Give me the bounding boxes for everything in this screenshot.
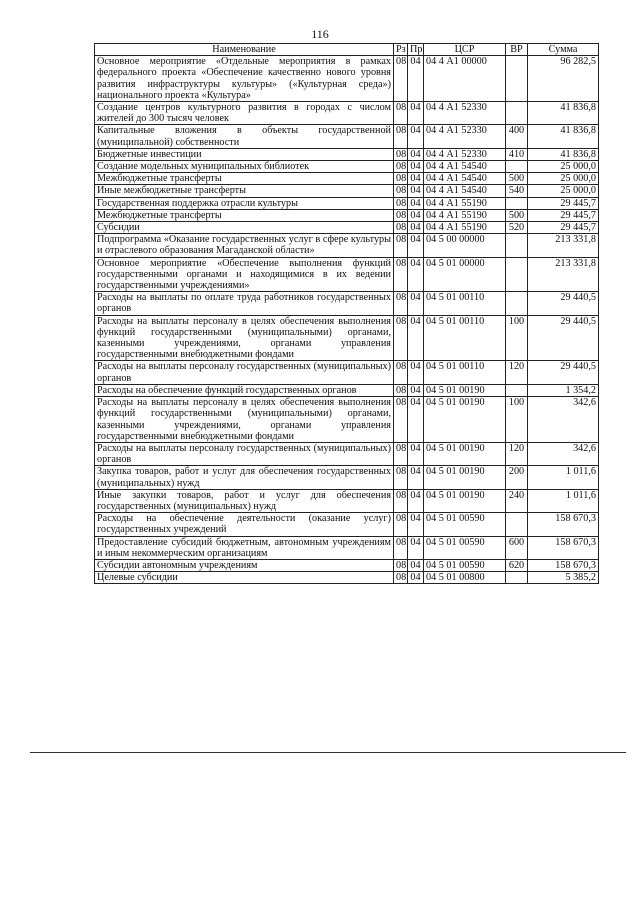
cell-pr: 04 xyxy=(408,361,424,384)
table-row xyxy=(95,384,599,396)
cell-name: Бюджетные инвестиции xyxy=(95,148,394,160)
cell-sum: 1 011,6 xyxy=(528,489,599,512)
cell-rz: 08 xyxy=(394,257,408,292)
cell-rz: 08 xyxy=(394,148,408,160)
cell-vr: 600 xyxy=(506,536,528,559)
cell-name: Основное мероприятие «Отдельные мероприятия в рамках федерального проекта «Обеспечение качественно нового уровня развития инфраструктуры культуры» («Культурная среда») национального проекта «Культура» xyxy=(95,56,394,102)
cell-sum: 41 836,8 xyxy=(528,102,599,125)
cell-pr: 04 xyxy=(408,384,424,396)
cell-rz: 08 xyxy=(394,222,408,234)
cell-sum: 25 000,0 xyxy=(528,185,599,197)
table-row xyxy=(95,361,599,384)
cell-name: Расходы на обеспечение деятельности (оказание услуг) государственных учреждений xyxy=(95,513,394,536)
cell-rz: 08 xyxy=(394,185,408,197)
cell-pr: 04 xyxy=(408,234,424,257)
table-body xyxy=(95,56,599,584)
cell-sum: 29 445,7 xyxy=(528,222,599,234)
header-csr: ЦСР xyxy=(424,44,506,56)
cell-pr: 04 xyxy=(408,559,424,571)
cell-vr xyxy=(506,572,528,584)
cell-name: Межбюджетные трансферты xyxy=(95,173,394,185)
cell-name: Основное мероприятие «Обеспечение выполнения функций государственными органами и находящимися в их ведении государственными учреждениями» xyxy=(95,257,394,292)
cell-name: Создание модельных муниципальных библиотек xyxy=(95,161,394,173)
cell-sum: 158 670,3 xyxy=(528,559,599,571)
cell-name: Создание центров культурного развития в городах с числом жителей до 300 тысяч человек xyxy=(95,102,394,125)
cell-sum: 96 282,5 xyxy=(528,56,599,102)
cell-pr: 04 xyxy=(408,489,424,512)
cell-rz: 08 xyxy=(394,315,408,361)
header-name: Наименование xyxy=(95,44,394,56)
table-row xyxy=(95,489,599,512)
cell-csr: 04 5 01 00590 xyxy=(424,559,506,571)
cell-rz: 08 xyxy=(394,513,408,536)
table-row xyxy=(95,442,599,465)
cell-csr: 04 5 01 00590 xyxy=(424,536,506,559)
cell-vr xyxy=(506,513,528,536)
cell-rz: 08 xyxy=(394,125,408,148)
cell-csr: 04 5 01 00190 xyxy=(424,489,506,512)
cell-vr: 500 xyxy=(506,173,528,185)
cell-vr xyxy=(506,197,528,209)
cell-sum: 1 011,6 xyxy=(528,466,599,489)
header-sum: Сумма xyxy=(528,44,599,56)
cell-sum: 1 354,2 xyxy=(528,384,599,396)
cell-sum: 25 000,0 xyxy=(528,161,599,173)
table-row xyxy=(95,559,599,571)
table-row xyxy=(95,125,599,148)
cell-name: Предоставление субсидий бюджетным, автономным учреждениям и иным некоммерческим организациям xyxy=(95,536,394,559)
table-row xyxy=(95,173,599,185)
cell-csr: 04 5 01 00190 xyxy=(424,397,506,443)
cell-rz: 08 xyxy=(394,234,408,257)
cell-vr: 400 xyxy=(506,125,528,148)
cell-vr xyxy=(506,292,528,315)
cell-sum: 29 440,5 xyxy=(528,292,599,315)
table-row xyxy=(95,315,599,361)
cell-pr: 04 xyxy=(408,257,424,292)
cell-sum: 213 331,8 xyxy=(528,257,599,292)
cell-name: Иные закупки товаров, работ и услуг для обеспечения государственных (муниципальных) нужд xyxy=(95,489,394,512)
cell-csr: 04 4 А1 55190 xyxy=(424,197,506,209)
cell-csr: 04 5 01 00110 xyxy=(424,315,506,361)
cell-sum: 29 445,7 xyxy=(528,197,599,209)
cell-csr: 04 4 А1 52330 xyxy=(424,125,506,148)
table-row xyxy=(95,397,599,443)
cell-pr: 04 xyxy=(408,161,424,173)
cell-name: Расходы на выплаты персоналу в целях обеспечения выполнения функций государственными (муниципальными) органами, казенными учреждениями, органами управления государственными внебюджетными фондами xyxy=(95,315,394,361)
cell-csr: 04 4 А1 00000 xyxy=(424,56,506,102)
cell-rz: 08 xyxy=(394,161,408,173)
cell-name: Расходы на обеспечение функций государственных органов xyxy=(95,384,394,396)
table-row xyxy=(95,572,599,584)
cell-rz: 08 xyxy=(394,173,408,185)
cell-rz: 08 xyxy=(394,384,408,396)
table-row xyxy=(95,56,599,102)
cell-name: Субсидии автономным учреждениям xyxy=(95,559,394,571)
cell-pr: 04 xyxy=(408,536,424,559)
cell-name: Расходы на выплаты персоналу в целях обеспечения выполнения функций государственными (муниципальными) органами, казенными учреждениями, органами управления государственными внебюджетными фондами xyxy=(95,397,394,443)
cell-rz: 08 xyxy=(394,442,408,465)
cell-vr: 500 xyxy=(506,209,528,221)
table-row xyxy=(95,466,599,489)
cell-rz: 08 xyxy=(394,536,408,559)
cell-vr xyxy=(506,161,528,173)
cell-pr: 04 xyxy=(408,185,424,197)
cell-sum: 29 440,5 xyxy=(528,361,599,384)
cell-sum: 213 331,8 xyxy=(528,234,599,257)
cell-csr: 04 4 А1 54540 xyxy=(424,185,506,197)
cell-rz: 08 xyxy=(394,397,408,443)
header-pr: Пр xyxy=(408,44,424,56)
cell-pr: 04 xyxy=(408,292,424,315)
cell-name: Межбюджетные трансферты xyxy=(95,209,394,221)
cell-sum: 342,6 xyxy=(528,442,599,465)
cell-pr: 04 xyxy=(408,125,424,148)
cell-sum: 5 385,2 xyxy=(528,572,599,584)
cell-name: Закупка товаров, работ и услуг для обеспечения государственных (муниципальных) нужд xyxy=(95,466,394,489)
cell-pr: 04 xyxy=(408,197,424,209)
cell-rz: 08 xyxy=(394,572,408,584)
header-rz: Рз xyxy=(394,44,408,56)
cell-name: Государственная поддержка отрасли культуры xyxy=(95,197,394,209)
cell-pr: 04 xyxy=(408,572,424,584)
table-row xyxy=(95,222,599,234)
cell-pr: 04 xyxy=(408,397,424,443)
table-row xyxy=(95,292,599,315)
cell-sum: 342,6 xyxy=(528,397,599,443)
table-row xyxy=(95,257,599,292)
cell-vr: 120 xyxy=(506,442,528,465)
table-row xyxy=(95,197,599,209)
cell-rz: 08 xyxy=(394,209,408,221)
cell-pr: 04 xyxy=(408,315,424,361)
cell-rz: 08 xyxy=(394,197,408,209)
cell-csr: 04 5 01 00110 xyxy=(424,292,506,315)
cell-name: Расходы на выплаты персоналу государственных (муниципальных) органов xyxy=(95,442,394,465)
cell-pr: 04 xyxy=(408,442,424,465)
cell-vr: 120 xyxy=(506,361,528,384)
cell-pr: 04 xyxy=(408,56,424,102)
cell-pr: 04 xyxy=(408,173,424,185)
cell-pr: 04 xyxy=(408,102,424,125)
cell-csr: 04 4 А1 54540 xyxy=(424,173,506,185)
table-row xyxy=(95,161,599,173)
table-row xyxy=(95,185,599,197)
cell-vr xyxy=(506,384,528,396)
cell-csr: 04 5 01 00590 xyxy=(424,513,506,536)
cell-name: Расходы на выплаты персоналу государственных (муниципальных) органов xyxy=(95,361,394,384)
cell-csr: 04 5 01 00000 xyxy=(424,257,506,292)
cell-rz: 08 xyxy=(394,56,408,102)
cell-csr: 04 4 А1 55190 xyxy=(424,209,506,221)
budget-table xyxy=(94,43,599,584)
cell-name: Расходы на выплаты по оплате труда работников государственных органов xyxy=(95,292,394,315)
cell-sum: 29 445,7 xyxy=(528,209,599,221)
cell-csr: 04 5 01 00190 xyxy=(424,442,506,465)
cell-vr: 200 xyxy=(506,466,528,489)
table-row xyxy=(95,209,599,221)
cell-csr: 04 5 00 00000 xyxy=(424,234,506,257)
cell-name: Подпрограмма «Оказание государственных услуг в сфере культуры и отраслевого образования Магаданской области» xyxy=(95,234,394,257)
cell-rz: 08 xyxy=(394,292,408,315)
cell-vr xyxy=(506,102,528,125)
cell-rz: 08 xyxy=(394,489,408,512)
cell-sum: 25 000,0 xyxy=(528,173,599,185)
cell-pr: 04 xyxy=(408,222,424,234)
header-vr: ВР xyxy=(506,44,528,56)
cell-sum: 41 836,8 xyxy=(528,125,599,148)
table-row xyxy=(95,513,599,536)
cell-csr: 04 5 01 00110 xyxy=(424,361,506,384)
table-row xyxy=(95,148,599,160)
cell-vr: 520 xyxy=(506,222,528,234)
table-row xyxy=(95,536,599,559)
cell-name: Иные межбюджетные трансферты xyxy=(95,185,394,197)
cell-sum: 41 836,8 xyxy=(528,148,599,160)
cell-rz: 08 xyxy=(394,559,408,571)
cell-csr: 04 4 А1 52330 xyxy=(424,148,506,160)
cell-sum: 158 670,3 xyxy=(528,513,599,536)
cell-sum: 29 440,5 xyxy=(528,315,599,361)
cell-rz: 08 xyxy=(394,102,408,125)
cell-csr: 04 4 А1 55190 xyxy=(424,222,506,234)
cell-rz: 08 xyxy=(394,361,408,384)
cell-vr: 410 xyxy=(506,148,528,160)
cell-vr: 620 xyxy=(506,559,528,571)
cell-pr: 04 xyxy=(408,209,424,221)
cell-name: Капитальные вложения в объекты государственной (муниципальной) собственности xyxy=(95,125,394,148)
cell-vr: 240 xyxy=(506,489,528,512)
cell-vr: 100 xyxy=(506,315,528,361)
page-number: 116 xyxy=(311,27,329,41)
cell-name: Целевые субсидии xyxy=(95,572,394,584)
cell-name: Субсидии xyxy=(95,222,394,234)
cell-csr: 04 5 01 00190 xyxy=(424,384,506,396)
cell-sum: 158 670,3 xyxy=(528,536,599,559)
cell-vr xyxy=(506,234,528,257)
cell-csr: 04 5 01 00190 xyxy=(424,466,506,489)
cell-csr: 04 5 01 00800 xyxy=(424,572,506,584)
cell-pr: 04 xyxy=(408,466,424,489)
table-row xyxy=(95,102,599,125)
table-header-row xyxy=(95,44,599,56)
footer-divider xyxy=(30,752,626,753)
cell-vr xyxy=(506,257,528,292)
cell-vr: 100 xyxy=(506,397,528,443)
cell-pr: 04 xyxy=(408,513,424,536)
cell-pr: 04 xyxy=(408,148,424,160)
cell-csr: 04 4 А1 52330 xyxy=(424,102,506,125)
table-row xyxy=(95,234,599,257)
cell-vr xyxy=(506,56,528,102)
cell-vr: 540 xyxy=(506,185,528,197)
cell-rz: 08 xyxy=(394,466,408,489)
cell-csr: 04 4 А1 54540 xyxy=(424,161,506,173)
